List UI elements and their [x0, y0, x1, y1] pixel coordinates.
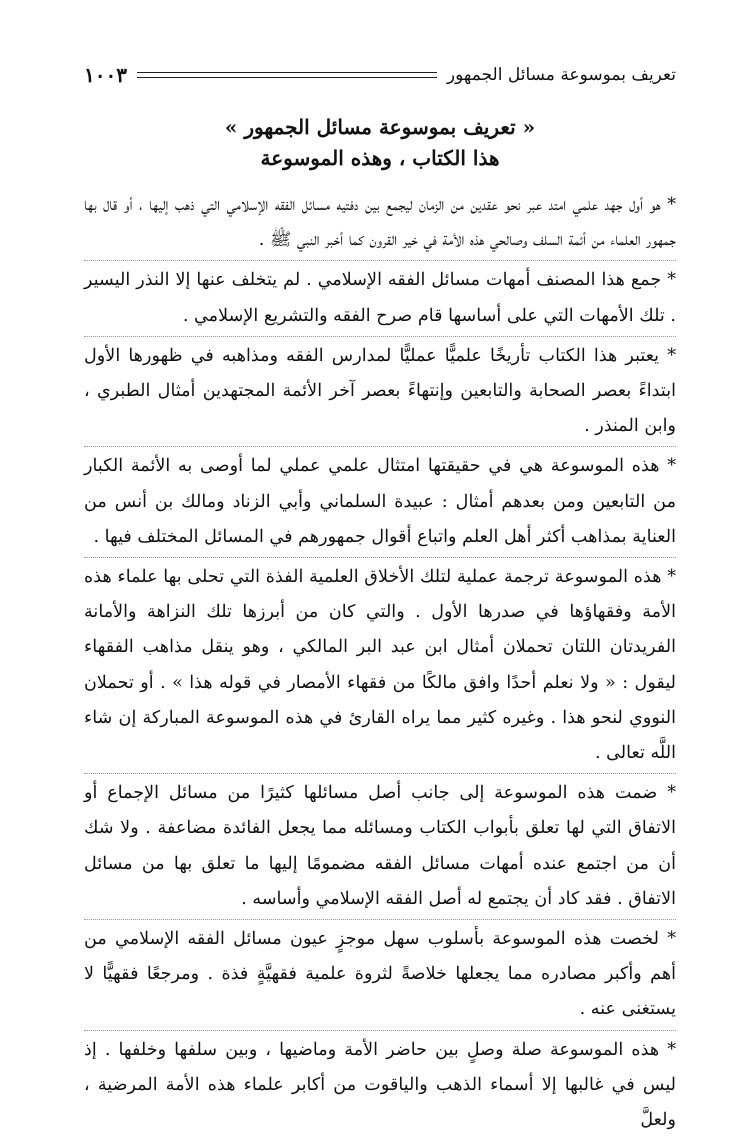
page-number: ١٠٠٣	[84, 63, 127, 87]
running-header	[84, 60, 676, 90]
paragraph: * يعتبر هذا الكتاب تأريخًا علميًّا عمليًّا لمدارس الفقه ومذاهبه في ظهورها الأول ابتداءً بعصر الصحابة والتابعين وإنتهاءً بعصر آخر الأئمة المجتهدين أمثال الطبري ، وابن المنذر .	[84, 337, 676, 448]
section-heading	[84, 112, 676, 174]
paragraph: * هو أول جهد علمي امتد عبر نحو عقدين من الزمان ليجمع بين دفتيه مسائل الفقه الإسلامي التي ذهب إليها ، أو قال بها جمهور العلماء من أئمة السلف وصالحي هذه الأمة في خير القرون كما أخبر النبي ﷺ .	[84, 186, 676, 261]
paragraph: * هذه الموسوعة صلة وصلٍ بين حاضر الأمة وماضيها ، وبين سلفها وخلفها . إذ ليس في غالبها إلا أسماء الذهب والياقوت من أكابر علماء هذه الأمة المرضية ، ولعلَّ	[84, 1039, 676, 1131]
body-text	[84, 186, 676, 1140]
paragraph: * لخصت هذه الموسوعة بأسلوب سهل موجزٍ عيون مسائل الفقه الإسلامي من أهم وأكبر مصادره مما يجعلها خلاصةً لثروة علمية فقهيَّةٍ فذة . ومرجعًا فقهيًّا لا يستغنى عنه .	[84, 920, 676, 1031]
header-rule	[137, 72, 437, 78]
section-subtitle: هذا الكتاب ، وهذه الموسوعة	[260, 146, 500, 170]
paragraph: * ضمت هذه الموسوعة إلى جانب أصل مسائلها كثيرًا من مسائل الإجماع أو الاتفاق التي لها تعلق بأبواب الكتاب ومسائله مما يجعل الفائدة مضاعفة . ولا شك أن من اجتمع عنده أمهات مسائل الفقه مضمومًا إليها ما تعلق بها من مسائل الاتفاق . فقد كاد أن يجتمع له أصل الفقه الإسلامي وأساسه .	[84, 774, 676, 920]
paragraph: * جمع هذا المصنف أمهات مسائل الفقه الإسلامي . لم يتخلف عنها إلا النذر اليسير . تلك الأمهات التي على أساسها قام صرح الفقه والتشريع الإسلامي .	[84, 261, 676, 336]
section-title: « تعريف بموسوعة مسائل الجمهور »	[224, 115, 536, 139]
paragraph: * هذه الموسوعة ترجمة عملية لتلك الأخلاق العلمية الفذة التي تحلى بها علماء هذه الأمة وفقهاؤها في صدرها الأول . والتي كان من أبرزها تلك النزاهة والأمانة الفريدتان اللتان تحملان أمثال ابن عبد البر المالكي ، وهو ينقل مذاهب الفقهاء ليقول : « ولا نعلم أحدًا وافق مالكًا من فقهاء الأمصار في قوله هذا » . أو تحملان النووي لنحو هذا . وغيره كثير مما يراه القارئ في هذه الموسوعة المباركة إن شاء اللَّه تعالى .	[84, 558, 676, 774]
running-title: تعريف بموسوعة مسائل الجمهور	[446, 65, 676, 85]
paragraph: * هذه الموسوعة هي في حقيقتها امتثال علمي عملي لما أوصى به الأئمة الكبار من التابعين ومن بعدهم أمثال : عبيدة السلماني وأبي الزناد ومالك بن أنس من العناية بمذاهب أكثر أهل العلم واتباع أقوال جمهورهم في المسائل المختلف فيها .	[84, 447, 676, 558]
